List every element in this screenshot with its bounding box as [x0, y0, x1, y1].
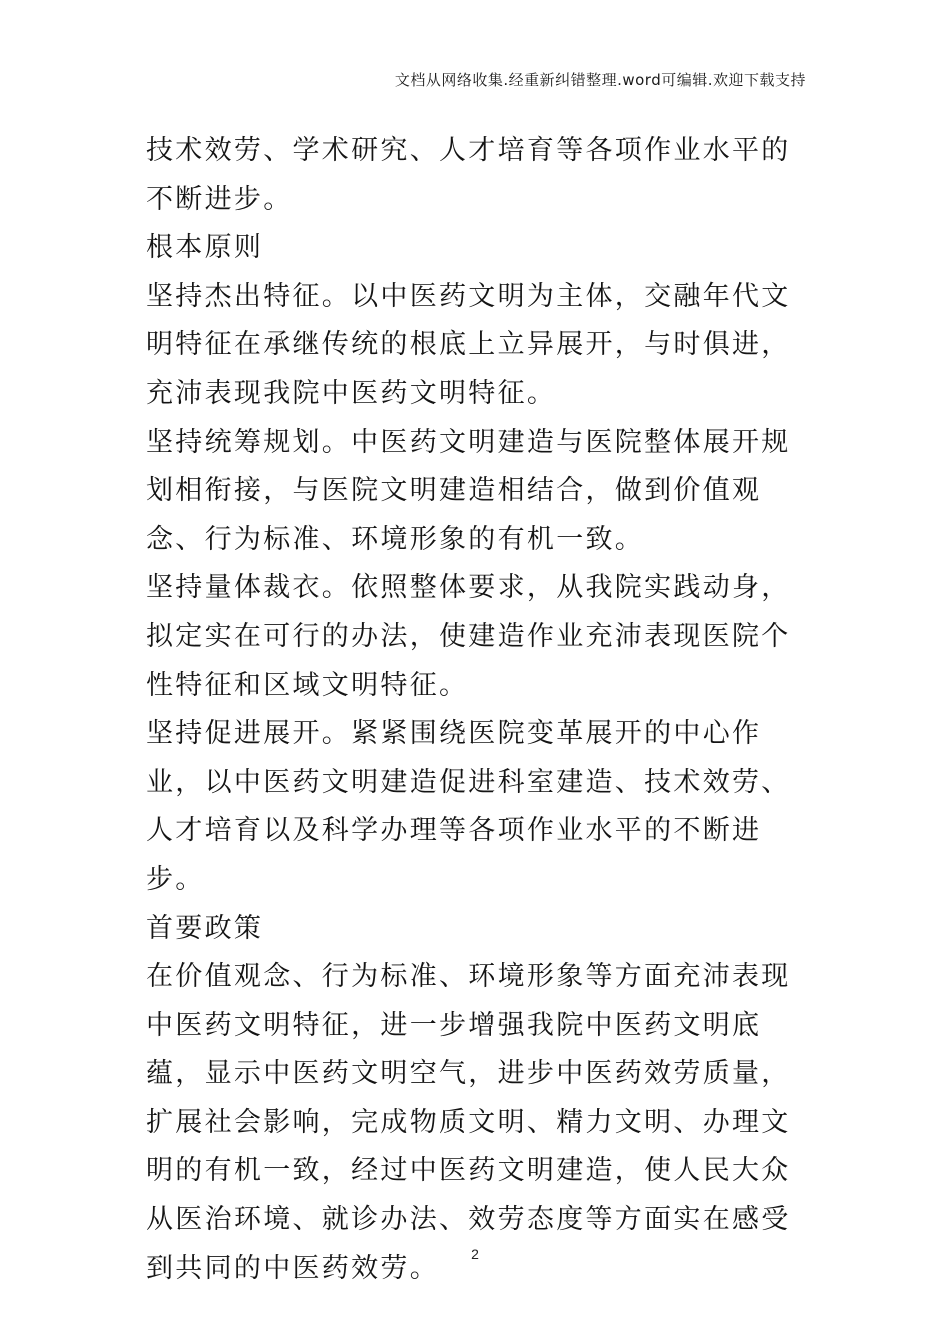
paragraph: 技术效劳、学术研究、人才培育等各项作业水平的不断进步。 — [146, 135, 791, 215]
page-header: 文档从网络收集.经重新纠错整理.word可编辑.欢迎下载支持 — [394, 71, 806, 89]
paragraph: 坚持统筹规划。中医药文明建造与医院整体展开规划相衔接，与医院文明建造相结合，做到价值观念、行为标准、环境形象的有机一致。 — [146, 426, 791, 555]
document-body — [146, 127, 811, 1293]
paragraph: 坚持杰出特征。以中医药文明为主体，交融年代文明特征在承继传统的根底上立异展开，与时俱进，充沛表现我院中医药文明特征。 — [146, 280, 791, 409]
paragraph: 坚持量体裁衣。依照整体要求，从我院实践动身，拟定实在可行的办法，使建造作业充沛表现医院个性特征和区域文明特征。 — [146, 572, 791, 701]
paragraph: 在价值观念、行为标准、环境形象等方面充沛表现中医药文明特征，进一步增强我院中医药文明底蕴，显示中医药文明空气，进步中医药效劳质量，扩展社会影响，完成物质文明、精力文明、办理文明的有机一致，经过中医药文明建造，使人民大众从医治环境、就诊办法、效劳态度等方面实在感受到共同的中医药效劳。 — [146, 961, 791, 1284]
paragraph: 坚持促进展开。紧紧围绕医院变革展开的中心作业，以中医药文明建造促进科室建造、技术效劳、人才培育以及科学办理等各项作业水平的不断进步。 — [146, 718, 791, 895]
section-heading: 首要政策 — [146, 912, 264, 944]
section-heading: 根本原则 — [146, 232, 264, 264]
page-number: 2 — [471, 1246, 479, 1262]
